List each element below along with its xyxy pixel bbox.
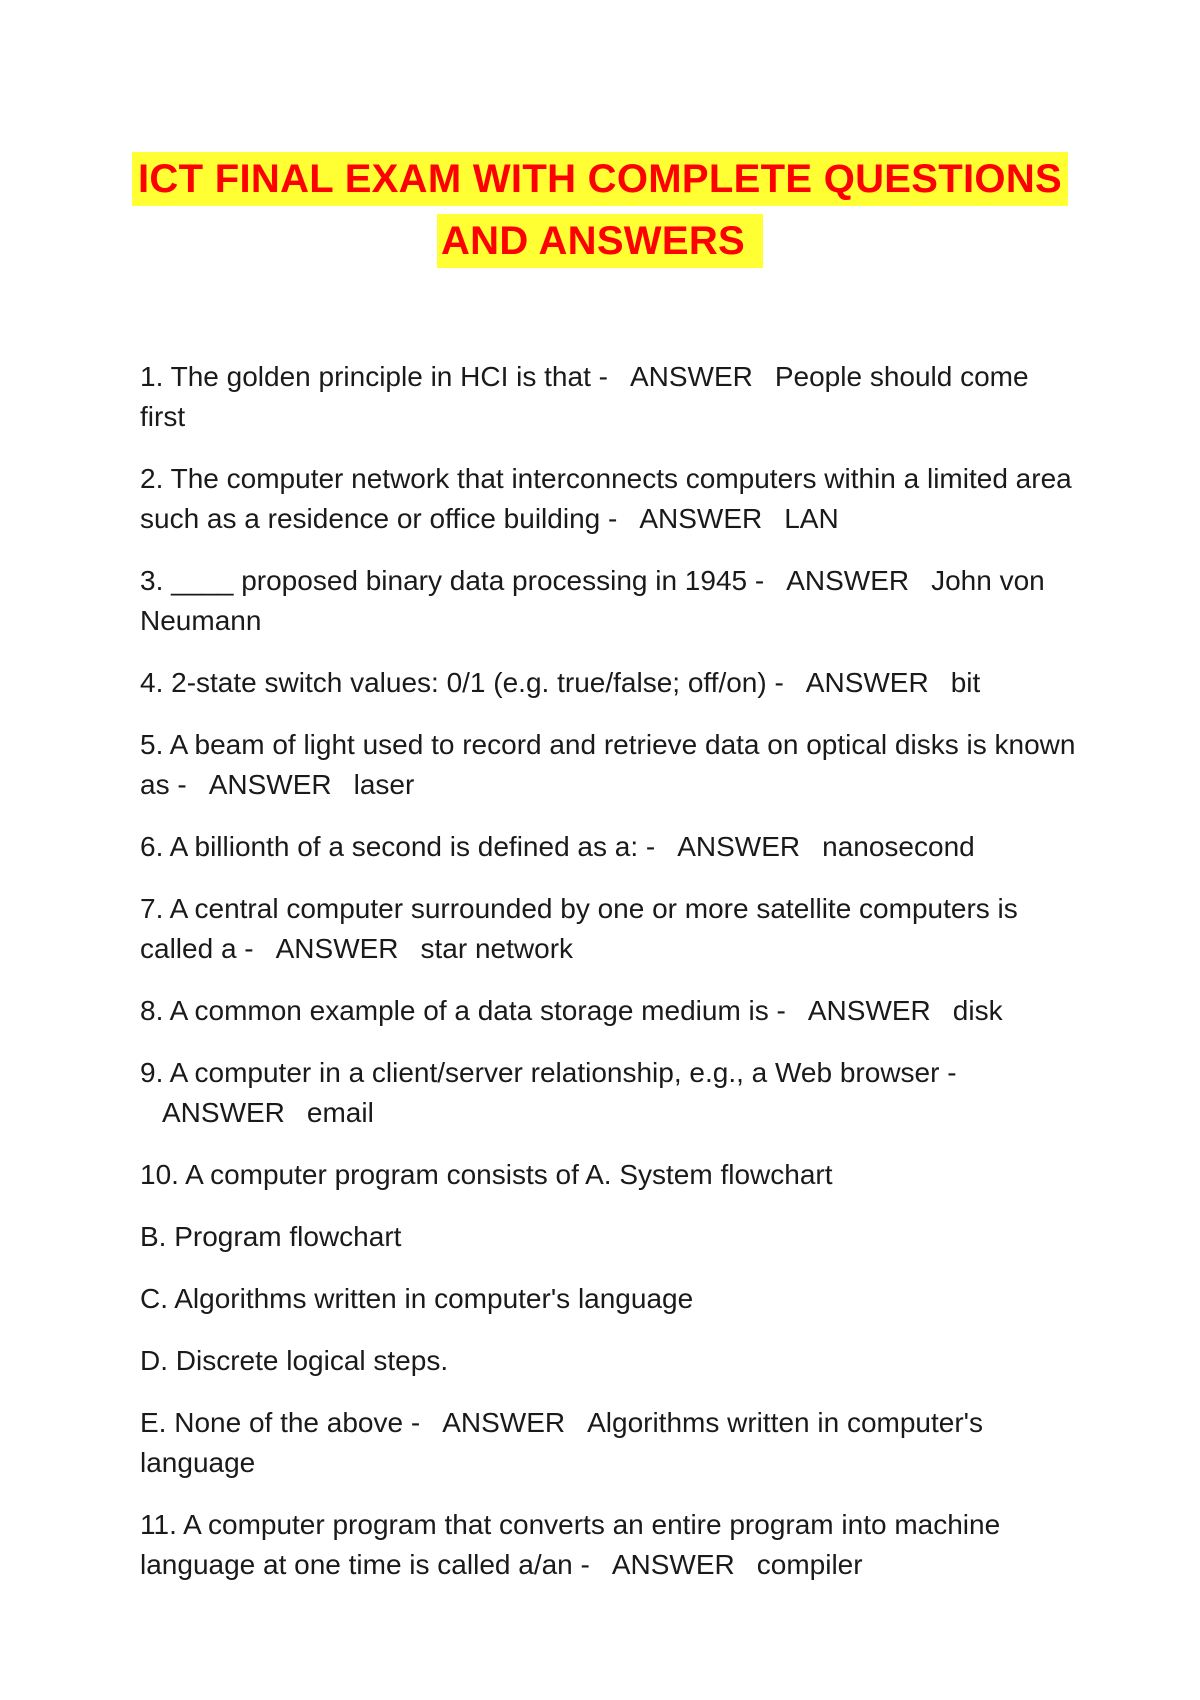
- qa-item-6: [140, 827, 1080, 867]
- answer-label: ANSWER: [629, 361, 753, 392]
- answer-text: John von Neumann: [140, 565, 1045, 636]
- qa-item-4: [140, 663, 1080, 703]
- question-text: 11. A computer program that converts an entire program into machine language at one time is called a/an -: [140, 1509, 1001, 1580]
- question-text: 8. A common example of a data storage medium is -: [140, 995, 786, 1026]
- qa-item-5: [140, 725, 1080, 805]
- question-text: 6. A billionth of a second is defined as a: -: [140, 831, 656, 862]
- qa-item-2: [140, 459, 1080, 539]
- answer-text: laser: [353, 769, 415, 800]
- answer-text: nanosecond: [822, 831, 975, 862]
- qa-item-7: [140, 889, 1080, 969]
- option-text: D. Discrete logical steps.: [140, 1345, 449, 1376]
- option-text: B. Program flowchart: [140, 1221, 402, 1252]
- answer-label: ANSWER: [677, 831, 801, 862]
- answer-label: ANSWER: [611, 1549, 735, 1580]
- option-text: C. Algorithms written in computer's language: [140, 1283, 694, 1314]
- question-text: 2. The computer network that interconnects computers within a limited area such as a residence or office building -: [140, 463, 1072, 534]
- question-text: 4. 2-state switch values: 0/1 (e.g. true/false; off/on) -: [140, 667, 784, 698]
- title-line-1: ICT FINAL EXAM WITH COMPLETE QUESTIONS: [132, 152, 1068, 206]
- title-line-2: AND ANSWERS: [437, 214, 763, 268]
- answer-label: ANSWER: [786, 565, 910, 596]
- qa-item-10: [140, 1155, 1080, 1195]
- qa-item-10-option-d: [140, 1341, 1080, 1381]
- question-text: 5. A beam of light used to record and retrieve data on optical disks is known as -: [140, 729, 1076, 800]
- qa-list: [140, 357, 1080, 1607]
- answer-label: ANSWER: [805, 667, 929, 698]
- answer-label: ANSWER: [807, 995, 931, 1026]
- question-text: 3. ____ proposed binary data processing in 1945 -: [140, 565, 765, 596]
- answer-label: ANSWER: [442, 1407, 566, 1438]
- question-text: 9. A computer in a client/server relationship, e.g., a Web browser -: [140, 1057, 957, 1088]
- question-text: 7. A central computer surrounded by one or more satellite computers is called a -: [140, 893, 1018, 964]
- qa-item-1: [140, 357, 1080, 437]
- answer-text: People should come first: [140, 361, 1029, 432]
- option-text: E. None of the above -: [140, 1407, 421, 1438]
- answer-label: ANSWER: [162, 1097, 285, 1128]
- answer-text: LAN: [784, 503, 839, 534]
- qa-item-8: [140, 991, 1080, 1031]
- qa-item-10-option-b: [140, 1217, 1080, 1257]
- answer-text: Algorithms written in computer's language: [140, 1407, 984, 1478]
- answer-text: star network: [420, 933, 574, 964]
- answer-text: compiler: [756, 1549, 863, 1580]
- qa-item-3: [140, 561, 1080, 641]
- answer-text: disk: [952, 995, 1003, 1026]
- answer-label: ANSWER: [275, 933, 399, 964]
- qa-item-10-option-e: [140, 1403, 1080, 1483]
- qa-item-9: [140, 1053, 1080, 1133]
- title-block: [0, 152, 1200, 268]
- qa-item-10-option-c: [140, 1279, 1080, 1319]
- question-text: 10. A computer program consists of A. System flowchart: [140, 1159, 833, 1190]
- answer-text: email: [306, 1097, 374, 1128]
- answer-text: bit: [950, 667, 981, 698]
- answer-label: ANSWER: [208, 769, 332, 800]
- qa-item-11: [140, 1505, 1080, 1585]
- answer-label: ANSWER: [639, 503, 763, 534]
- question-text: 1. The golden principle in HCI is that -: [140, 361, 608, 392]
